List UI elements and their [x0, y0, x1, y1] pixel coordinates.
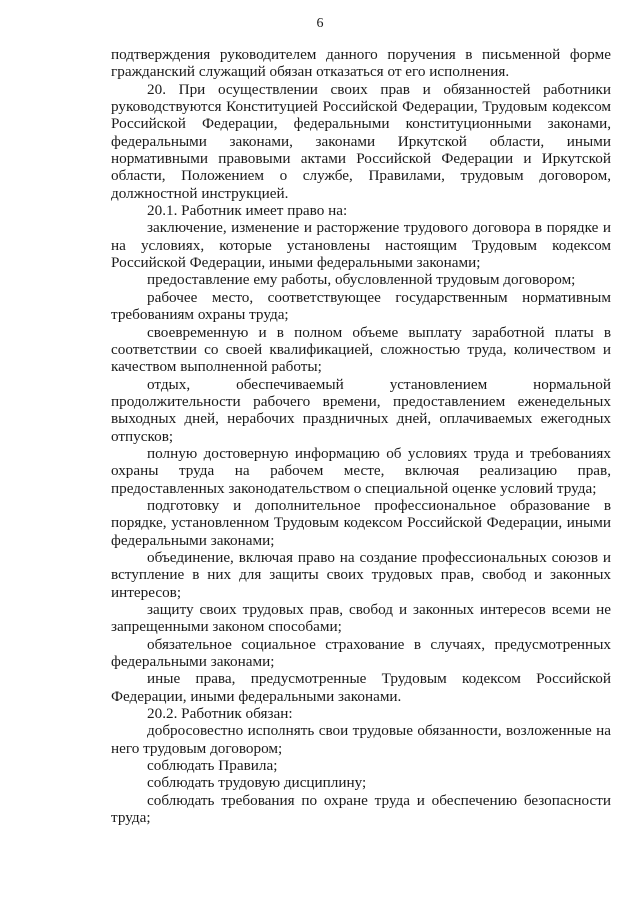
list-item: иные права, предусмотренные Трудовым кодексом Российской Федерации, иными федеральными законами. — [111, 670, 611, 705]
list-item: защиту своих трудовых прав, свобод и законных интересов всеми не запрещенными законом способами; — [111, 601, 611, 636]
list-item: полную достоверную информацию об условиях труда и требованиях охраны труда на рабочем месте, включая реализацию прав, предоставленных законодательством о специальной оценке условий труда; — [111, 444, 611, 497]
list-item: отдых, обеспечиваемый установлением нормальной продолжительности рабочего времени, предоставлением еженедельных выходных дней, нерабочих праздничных дней, оплачиваемых ежегодных отпусков; — [111, 375, 611, 445]
list-item: соблюдать Правила; — [147, 757, 278, 775]
list-item: своевременную и в полном объеме выплату заработной платы в соответствии со своей квалификацией, сложностью труда, количеством и качеством выполненной работы; — [111, 323, 611, 376]
list-item: заключение, изменение и расторжение трудового договора в порядке и на условиях, которые установлены настоящим Трудовым кодексом Российской Федерации, иными федеральными законами; — [111, 219, 611, 272]
section-heading: 20.1. Работник имеет право на: — [147, 202, 348, 220]
list-item: объединение, включая право на создание профессиональных союзов и вступление в них для защиты своих трудовых прав, свобод и законных интересов; — [111, 548, 611, 601]
document-body — [111, 46, 611, 826]
list-item: предоставление ему работы, обусловленной трудовым договором; — [147, 271, 576, 289]
list-item: добросовестно исполнять свои трудовые обязанности, возложенные на него трудовым договором; — [111, 722, 611, 757]
section-heading: 20.2. Работник обязан: — [147, 705, 293, 723]
list-item: соблюдать трудовую дисциплину; — [147, 774, 367, 792]
list-item: обязательное социальное страхование в случаях, предусмотренных федеральными законами; — [111, 635, 611, 671]
list-item: соблюдать требования по охране труда и обеспечению безопасности труда; — [111, 791, 611, 827]
list-item: подготовку и дополнительное профессиональное образование в порядке, установленном Трудовым кодексом Российской Федерации, иными федеральными законами; — [111, 496, 611, 549]
list-item: рабочее место, соответствующее государственным нормативным требованиям охраны труда; — [111, 288, 611, 324]
paragraph: 20. При осуществлении своих прав и обязанностей работники руководствуются Конституцией Российской Федерации, Трудовым кодексом Российской Федерации, федеральными конституционными законами, федеральными законами, законами Иркутской области, иными нормативными правовыми актами Российской Федерации и Иркутской области, Положением о службе, Правилами, трудовым договором, должностной инструкцией. — [111, 80, 611, 202]
page-number: 6 — [316, 16, 324, 31]
paragraph: подтверждения руководителем данного поручения в письменной форме гражданский служащий обязан отказаться от его исполнения. — [111, 46, 611, 81]
